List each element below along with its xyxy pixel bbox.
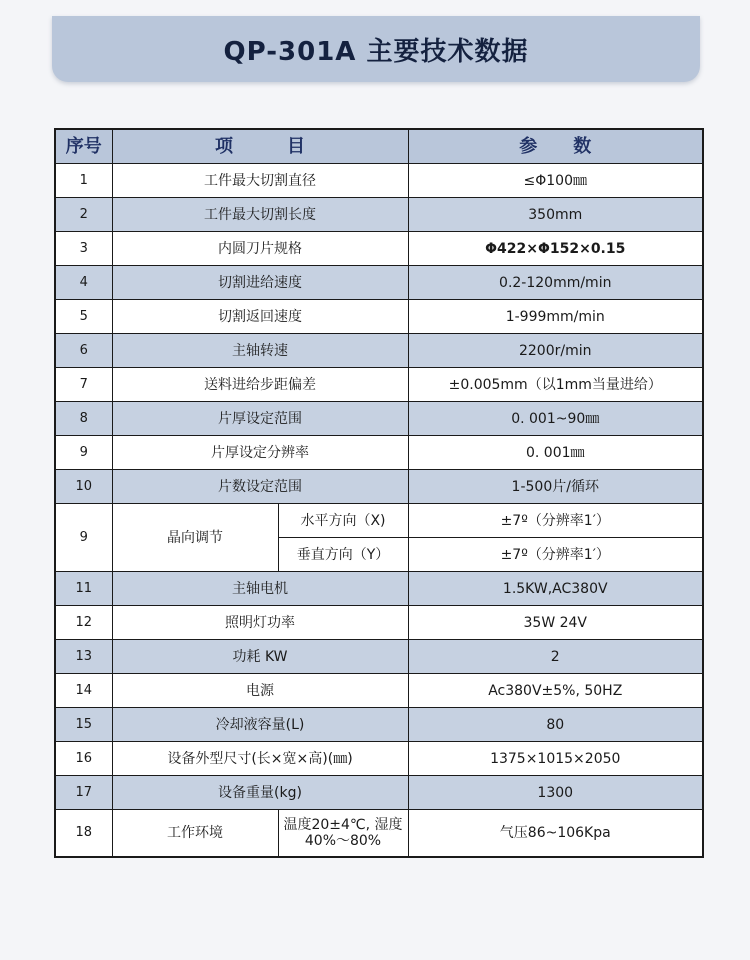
table-row (55, 572, 703, 606)
row-param: 1375×1015×2050 (408, 742, 703, 776)
table-row (55, 742, 703, 776)
row-subitem: 垂直方向（Y） (278, 538, 408, 572)
row-item: 照明灯功率 (112, 606, 408, 640)
row-item: 片厚设定范围 (112, 402, 408, 436)
row-item: 功耗 KW (112, 640, 408, 674)
row-item: 工件最大切割直径 (112, 164, 408, 198)
row-number: 4 (55, 266, 112, 300)
row-item: 片厚设定分辨率 (112, 436, 408, 470)
row-param: 80 (408, 708, 703, 742)
row-param: 350mm (408, 198, 703, 232)
row-number: 7 (55, 368, 112, 402)
row-param: Φ422×Φ152×0.15 (408, 232, 703, 266)
table-row (55, 300, 703, 334)
row-number: 16 (55, 742, 112, 776)
row-number: 1 (55, 164, 112, 198)
row-number: 18 (55, 810, 112, 858)
row-param: 2 (408, 640, 703, 674)
row-number: 11 (55, 572, 112, 606)
spec-table (54, 128, 704, 858)
header-no: 序号 (55, 129, 112, 164)
table-row (55, 164, 703, 198)
row-param: 0. 001~90㎜ (408, 402, 703, 436)
row-param: 1.5KW,AC380V (408, 572, 703, 606)
table-row (55, 198, 703, 232)
row-param: ±7º（分辨率1′） (408, 538, 703, 572)
row-number: 15 (55, 708, 112, 742)
row-number: 2 (55, 198, 112, 232)
title-banner (52, 16, 700, 82)
table-row-crystal-x (55, 504, 703, 538)
row-param: 0.2-120mm/min (408, 266, 703, 300)
row-number: 9 (55, 504, 112, 572)
table-row (55, 232, 703, 266)
table-row (55, 266, 703, 300)
table-row (55, 776, 703, 810)
row-param: 1-999mm/min (408, 300, 703, 334)
row-number: 10 (55, 470, 112, 504)
row-number: 8 (55, 402, 112, 436)
row-number: 9 (55, 436, 112, 470)
row-item: 工件最大切割长度 (112, 198, 408, 232)
row-number: 14 (55, 674, 112, 708)
table-row (55, 606, 703, 640)
row-param: 0. 001㎜ (408, 436, 703, 470)
table-row (55, 470, 703, 504)
row-param: 1300 (408, 776, 703, 810)
row-item: 送料进给步距偏差 (112, 368, 408, 402)
table-row (55, 334, 703, 368)
row-param: 1-500片/循环 (408, 470, 703, 504)
page-title: QP-301A 主要技术数据 (223, 36, 529, 67)
row-item: 主轴电机 (112, 572, 408, 606)
row-item: 工作环境 (112, 810, 278, 858)
row-number: 3 (55, 232, 112, 266)
row-item: 电源 (112, 674, 408, 708)
row-item: 切割返回速度 (112, 300, 408, 334)
table-row (55, 402, 703, 436)
row-param: Ac380V±5%, 50HZ (408, 674, 703, 708)
row-number: 6 (55, 334, 112, 368)
row-param: 2200r/min (408, 334, 703, 368)
row-number: 17 (55, 776, 112, 810)
row-number: 5 (55, 300, 112, 334)
table-row (55, 674, 703, 708)
row-param: ±7º（分辨率1′） (408, 504, 703, 538)
table-row-environment (55, 810, 703, 858)
table-row (55, 708, 703, 742)
row-number: 12 (55, 606, 112, 640)
table-row (55, 368, 703, 402)
row-item: 晶向调节 (112, 504, 278, 572)
row-item: 主轴转速 (112, 334, 408, 368)
table-row (55, 640, 703, 674)
header-param: 参 数 (408, 129, 703, 164)
row-item: 切割进给速度 (112, 266, 408, 300)
table-header-row (55, 129, 703, 164)
row-item: 冷却液容量(L) (112, 708, 408, 742)
row-param: 气压86~106Kpa (408, 810, 703, 858)
row-item: 设备重量(kg) (112, 776, 408, 810)
row-subitem: 水平方向（X) (278, 504, 408, 538)
header-item: 项 目 (112, 129, 408, 164)
row-param: 35W 24V (408, 606, 703, 640)
table-row (55, 436, 703, 470)
row-item: 片数设定范围 (112, 470, 408, 504)
row-item: 内圆刀片规格 (112, 232, 408, 266)
row-number: 13 (55, 640, 112, 674)
row-param: ±0.005mm（以1mm当量进给） (408, 368, 703, 402)
row-item: 设备外型尺寸(长×宽×高)(㎜) (112, 742, 408, 776)
row-condition: 温度20±4℃, 湿度40%～80% (278, 810, 408, 858)
row-param: ≤Φ100㎜ (408, 164, 703, 198)
